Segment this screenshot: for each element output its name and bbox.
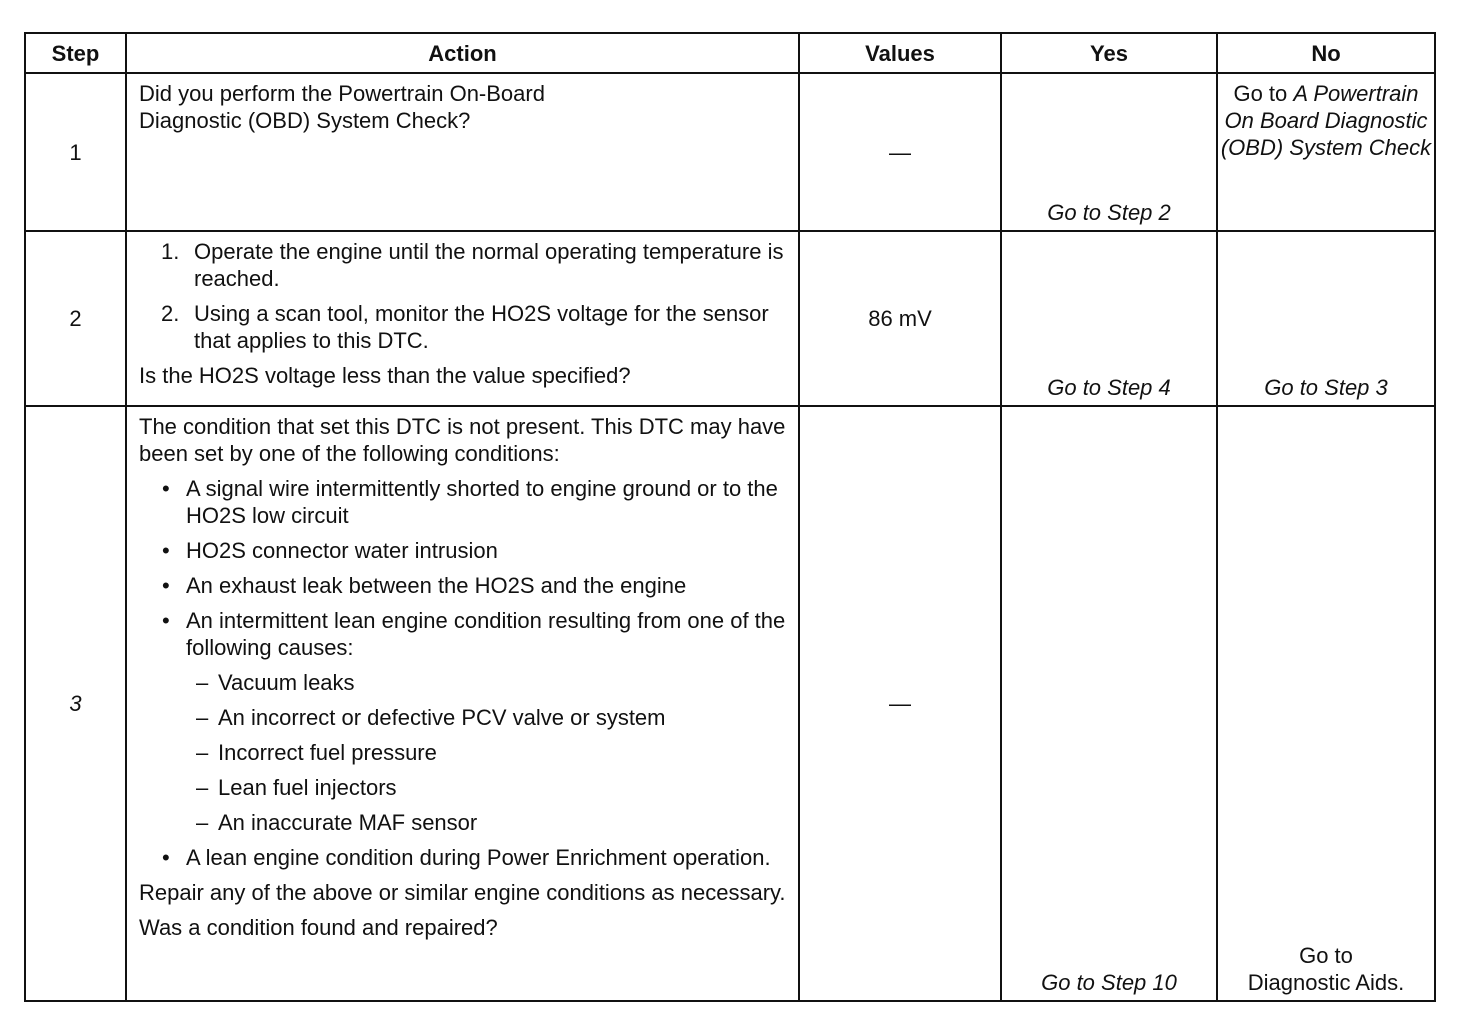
header-yes: Yes bbox=[1001, 33, 1217, 73]
header-no: No bbox=[1217, 33, 1435, 73]
action-cell bbox=[126, 73, 799, 231]
dash-icon: – bbox=[196, 670, 209, 695]
value-cell: — bbox=[799, 73, 1001, 231]
bullet-text: A signal wire intermittently shorted to engine ground or to the HO2S low circuit bbox=[186, 476, 778, 528]
value-cell: — bbox=[799, 406, 1001, 1001]
dash-item bbox=[196, 809, 788, 836]
bullet-icon: • bbox=[162, 573, 170, 598]
item-text: Using a scan tool, monitor the HO2S voltage for the sensor that applies to this DTC. bbox=[194, 301, 769, 353]
item-number: 2. bbox=[161, 301, 180, 326]
bullet-text: HO2S connector water intrusion bbox=[186, 538, 498, 563]
numbered-item bbox=[161, 238, 788, 292]
bullet-icon: • bbox=[162, 538, 170, 563]
action-cell bbox=[126, 231, 799, 406]
action-cell bbox=[126, 406, 799, 1001]
intro-text: The condition that set this DTC is not present. This DTC may have been set by one of the following conditions: bbox=[139, 414, 786, 466]
no-cell bbox=[1217, 406, 1435, 1001]
dash-text: Incorrect fuel pressure bbox=[218, 740, 437, 765]
table-row bbox=[25, 231, 1435, 406]
bullet-item bbox=[162, 607, 788, 661]
header-step: Step bbox=[25, 33, 126, 73]
yes-goto: Go to Step 10 bbox=[1041, 970, 1177, 995]
no-goto-prefix: Go to bbox=[1233, 81, 1288, 106]
bullet-icon: • bbox=[162, 476, 170, 501]
dash-item bbox=[196, 739, 788, 766]
item-text: Operate the engine until the normal operating temperature is reached. bbox=[194, 239, 784, 291]
yes-cell bbox=[1001, 406, 1217, 1001]
no-cell bbox=[1217, 73, 1435, 231]
value-cell: 86 mV bbox=[799, 231, 1001, 406]
header-values: Values bbox=[799, 33, 1001, 73]
dash-item bbox=[196, 669, 788, 696]
dash-icon: – bbox=[196, 810, 209, 835]
numbered-item bbox=[161, 300, 788, 354]
step-number: 1 bbox=[25, 73, 126, 231]
header-action: Action bbox=[126, 33, 799, 73]
bullet-item bbox=[162, 475, 788, 529]
table-row bbox=[25, 406, 1435, 1001]
diagnostic-table bbox=[24, 32, 1436, 1002]
dash-item bbox=[196, 704, 788, 731]
action-text: Did you perform the Powertrain On-Board bbox=[139, 81, 545, 106]
yes-cell bbox=[1001, 231, 1217, 406]
yes-goto: Go to Step 2 bbox=[1047, 200, 1171, 225]
dash-text: An inaccurate MAF sensor bbox=[218, 810, 478, 835]
dash-text: Lean fuel injectors bbox=[218, 775, 397, 800]
header-row bbox=[25, 33, 1435, 73]
no-cell bbox=[1217, 231, 1435, 406]
no-goto-prefix: Go to bbox=[1299, 943, 1353, 968]
step-number: 2 bbox=[25, 231, 126, 406]
item-number: 1. bbox=[161, 239, 180, 264]
bullet-item bbox=[162, 844, 788, 871]
repair-text: Repair any of the above or similar engine conditions as necessary. bbox=[139, 880, 786, 905]
dash-icon: – bbox=[196, 740, 209, 765]
yes-goto: Go to Step 4 bbox=[1047, 375, 1171, 400]
table-row bbox=[25, 73, 1435, 231]
dash-icon: – bbox=[196, 705, 209, 730]
no-goto-target: A Powertrain On Board Diagnostic (OBD) System Check bbox=[1220, 81, 1432, 160]
dash-icon: – bbox=[196, 775, 209, 800]
dash-item bbox=[196, 774, 788, 801]
dash-text: An incorrect or defective PCV valve or system bbox=[218, 705, 666, 730]
question-text: Is the HO2S voltage less than the value specified? bbox=[139, 363, 631, 388]
bullet-item bbox=[162, 537, 788, 564]
bullet-icon: • bbox=[162, 608, 170, 633]
question-text: Was a condition found and repaired? bbox=[139, 915, 498, 940]
bullet-text: An intermittent lean engine condition resulting from one of the following causes: bbox=[186, 608, 786, 660]
action-text: Diagnostic (OBD) System Check? bbox=[139, 108, 471, 133]
no-goto-target: Diagnostic Aids. bbox=[1247, 970, 1405, 995]
bullet-icon: • bbox=[162, 845, 170, 870]
bullet-item bbox=[162, 572, 788, 599]
step-number: 3 bbox=[25, 406, 126, 1001]
yes-cell bbox=[1001, 73, 1217, 231]
no-goto: Go to Step 3 bbox=[1264, 375, 1388, 400]
bullet-text: A lean engine condition during Power Enrichment operation. bbox=[186, 845, 771, 870]
dash-text: Vacuum leaks bbox=[218, 670, 355, 695]
bullet-text: An exhaust leak between the HO2S and the engine bbox=[186, 573, 687, 598]
